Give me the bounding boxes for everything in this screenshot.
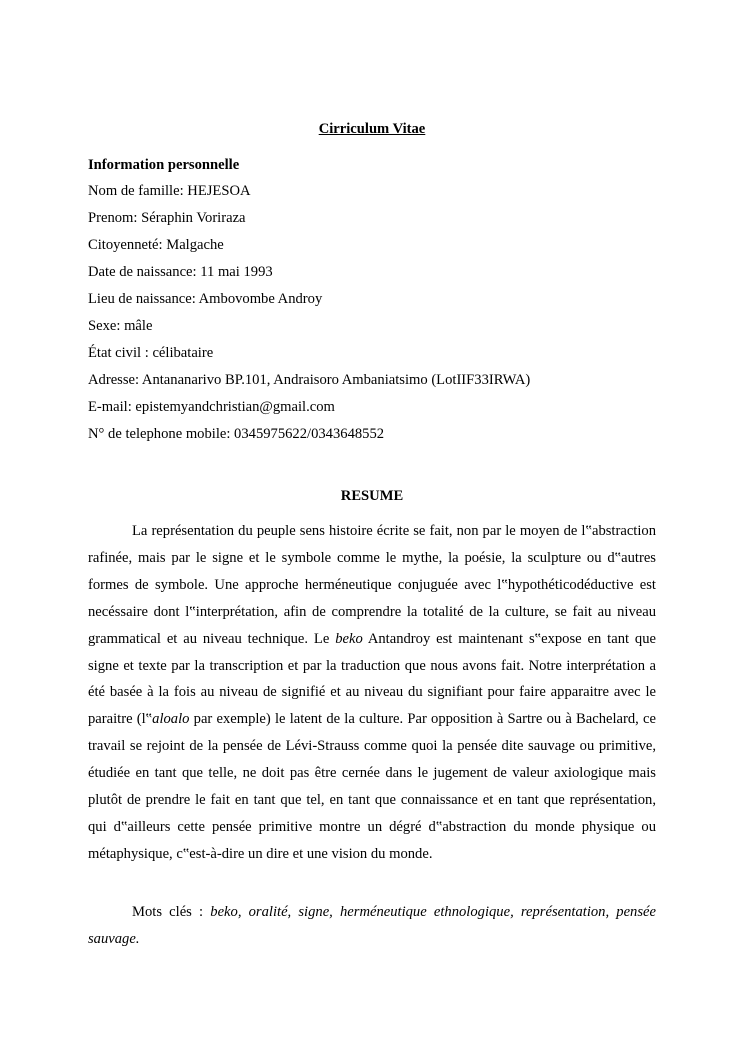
keywords-list: beko, oralité, signe, herméneutique ethnologique, représentation, pensée sauvage. [88, 904, 656, 947]
resume-text-part-3: par exemple) le latent de la culture. Par opposition à Sartre ou à Bachelard, ce travail se rejoint de la pensée de Lévi-Strauss comme quoi la pensée dite sauvage ou primitive, étudiée en tant que telle, ne doit pas être cernée dans le jugement de valeur axiologique mais plutôt de prendre le fait en tant que tel, en tant que connaissance et en tant que représentation, qui d‟ailleurs cette pensée primitive montre un dégré d‟abstraction du monde physique ou métaphysique, c‟est-à-dire un dire et une vision du monde. [88, 711, 656, 862]
info-sex: Sexe: mâle [88, 318, 153, 334]
personal-info-heading: Information personnelle [88, 157, 240, 173]
info-email: E-mail: epistemyandchristian@gmail.com [88, 399, 335, 415]
resume-heading: RESUME [340, 488, 404, 504]
info-address: Adresse: Antananarivo BP.101, Andraisoro Ambaniatsimo (LotIIF33IRWA) [88, 372, 531, 388]
info-citizenship: Citoyenneté: Malgache [88, 237, 224, 253]
info-birth-date: Date de naissance: 11 mai 1993 [88, 264, 273, 280]
resume-text-part-2: Antandroy est maintenant s‟expose en tant que signe et texte par la transcription et par la traduction que nous avons fait. Notre interprétation a été basée à la fois au niveau de signifié et au niveau du signifiant pour faire apparaitre avec le paraitre (l‟ [88, 630, 656, 728]
keywords-paragraph [88, 899, 656, 953]
info-civil-status: État civil : célibataire [88, 345, 214, 361]
info-phone: N° de telephone mobile: 0345975622/0343648552 [88, 426, 385, 442]
resume-paragraph [88, 518, 656, 868]
info-birth-place: Lieu de naissance: Ambovombe Androy [88, 291, 323, 307]
resume-italic-beko: beko [335, 630, 363, 647]
keywords-label: Mots clés : [132, 904, 211, 920]
resume-italic-aloalo: aloalo [152, 711, 190, 728]
document-title: Cirriculum Vitae [318, 121, 426, 137]
resume-text-part-1: La représentation du peuple sens histoire écrite se fait, non par le moyen de l‟abstraction rafinée, mais par le signe et le symbole comme le mythe, la poésie, la sculpture ou d‟autres formes de symbole. Une approche herméneutique conjuguée avec l‟hypothéticodéductive est necéssaire dont l‟interprétation, afin de comprendre la totalité de la culture, se fait au niveau grammatical et au niveau technique. Le [88, 523, 656, 647]
info-first-name: Prenom: Séraphin Voriraza [88, 210, 246, 226]
info-last-name: Nom de famille: HEJESOA [88, 183, 251, 199]
